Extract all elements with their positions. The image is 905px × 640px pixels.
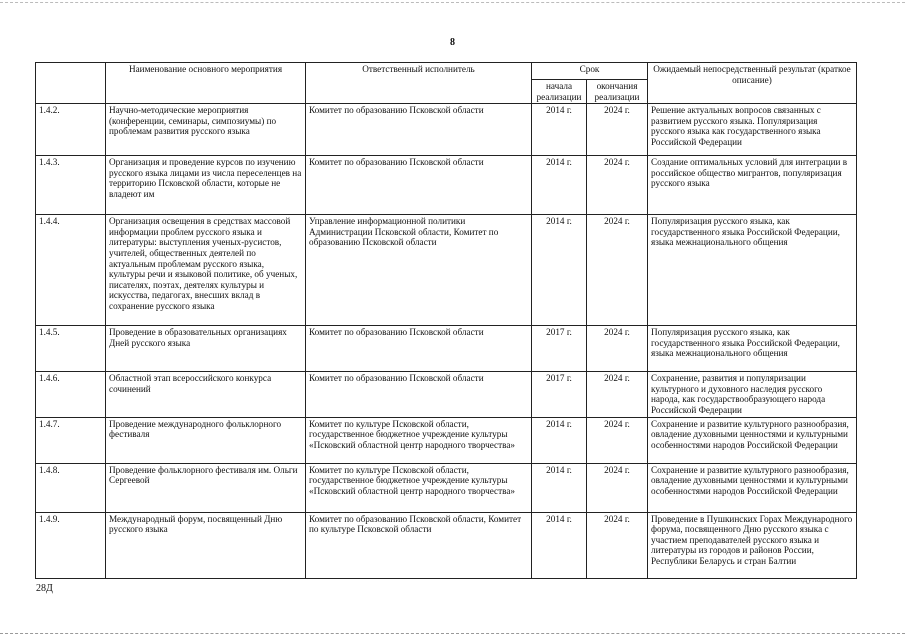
expected-result: Сохранение и развитие культурного разнообразия, овладение духовными ценностями и культурными особенностями народов Российской Федерации (648, 417, 857, 463)
executor: Комитет по образованию Псковской области (306, 326, 532, 372)
header-result: Ожидаемый непосредственный результат (краткое описание) (648, 63, 857, 104)
scan-edge-top (0, 2, 905, 3)
activity-name: Научно-методические мероприятия (конференции, семинары, симпозиумы) по проблемам развития русского языка (106, 104, 306, 156)
start-year: 2014 г. (532, 417, 587, 463)
table-row (36, 372, 857, 417)
scan-edge-bottom (0, 633, 905, 634)
table-row (36, 326, 857, 372)
header-executor: Ответственный исполнитель (306, 63, 532, 104)
expected-result: Решение актуальных вопросов связанных с развитием русского языка. Популяризация русского языка как государственного языка Российской Федерации (648, 104, 857, 156)
activity-name: Областной этап всероссийского конкурса сочинений (106, 372, 306, 417)
expected-result: Сохранение, развития и популяризации культурного и духовного наследия русского народа, как государствообразующего народа Российской Федерации (648, 372, 857, 417)
row-number: 1.4.4. (36, 215, 106, 326)
end-year: 2024 г. (587, 215, 648, 326)
row-number: 1.4.9. (36, 512, 106, 578)
activity-name: Проведение международного фольклорного фестиваля (106, 417, 306, 463)
row-number: 1.4.3. (36, 156, 106, 215)
header-term: Срок (532, 63, 648, 80)
row-number: 1.4.5. (36, 326, 106, 372)
header-end: окончания реализации (587, 80, 648, 104)
table-row (36, 417, 857, 463)
start-year: 2014 г. (532, 215, 587, 326)
start-year: 2014 г. (532, 512, 587, 578)
table-row (36, 463, 857, 512)
start-year: 2014 г. (532, 463, 587, 512)
row-number: 1.4.8. (36, 463, 106, 512)
end-year: 2024 г. (587, 372, 648, 417)
executor: Комитет по образованию Псковской области (306, 156, 532, 215)
executor: Комитет по культуре Псковской области, государственное бюджетное учреждение культуры «Псковский областной центр народного творчества» (306, 463, 532, 512)
header-number (36, 63, 106, 104)
activities-table (35, 62, 857, 579)
start-year: 2014 г. (532, 104, 587, 156)
activity-name: Проведение в образовательных организациях Дней русского языка (106, 326, 306, 372)
row-number: 1.4.6. (36, 372, 106, 417)
row-number: 1.4.7. (36, 417, 106, 463)
expected-result: Проведение в Пушкинских Горах Международного форума, посвященного Дню русского языка с участием преподавателей русского языка и литературы из городов и районов России, Республики Беларусь и стран Балтии (648, 512, 857, 578)
expected-result: Создание оптимальных условий для интеграции в российское общество мигрантов, популяризация русского языка (648, 156, 857, 215)
page-number: 8 (450, 37, 455, 48)
executor: Комитет по образованию Псковской области, Комитет по культуре Псковской области (306, 512, 532, 578)
end-year: 2024 г. (587, 512, 648, 578)
row-number: 1.4.2. (36, 104, 106, 156)
activity-name: Организация освещения в средствах массовой информации проблем русского языка и литературы: выступления ученых-русистов, учителей, общественных деятелей по актуальным проблемам русского языка, культуры речи и языковой политике, об ученых, писателях, поэтах, деятелях культуры и искусства, педагогах, внесших вклад в сохранение русского языка (106, 215, 306, 326)
footer-code: 28Д (36, 583, 53, 594)
table-row (36, 512, 857, 578)
start-year: 2014 г. (532, 156, 587, 215)
end-year: 2024 г. (587, 156, 648, 215)
expected-result: Популяризация русского языка, как государственного языка Российской Федерации, языка межнационального общения (648, 215, 857, 326)
start-year: 2017 г. (532, 326, 587, 372)
activity-name: Международный форум, посвященный Дню русского языка (106, 512, 306, 578)
executor: Комитет по образованию Псковской области (306, 372, 532, 417)
table-row (36, 156, 857, 215)
end-year: 2024 г. (587, 463, 648, 512)
executor: Комитет по культуре Псковской области, государственное бюджетное учреждение культуры «Псковский областной центр народного творчества» (306, 417, 532, 463)
end-year: 2024 г. (587, 417, 648, 463)
expected-result: Популяризация русского языка, как государственного языка Российской Федерации, языка межнационального общения (648, 326, 857, 372)
expected-result: Сохранение и развитие культурного разнообразия, овладение духовными ценностями и культурными особенностями народов Российской Федерации (648, 463, 857, 512)
activity-name: Организация и проведение курсов по изучению русского языка лицами из числа переселенцев на территорию Псковской области, которые не владеют им (106, 156, 306, 215)
start-year: 2017 г. (532, 372, 587, 417)
end-year: 2024 г. (587, 326, 648, 372)
table-row (36, 215, 857, 326)
executor: Управление информационной политики Администрации Псковской области, Комитет по образованию Псковской области (306, 215, 532, 326)
end-year: 2024 г. (587, 104, 648, 156)
header-name: Наименование основного мероприятия (106, 63, 306, 104)
table-row (36, 104, 857, 156)
activity-name: Проведение фольклорного фестиваля им. Ольги Сергеевой (106, 463, 306, 512)
header-start: начала реализации (532, 80, 587, 104)
executor: Комитет по образованию Псковской области (306, 104, 532, 156)
